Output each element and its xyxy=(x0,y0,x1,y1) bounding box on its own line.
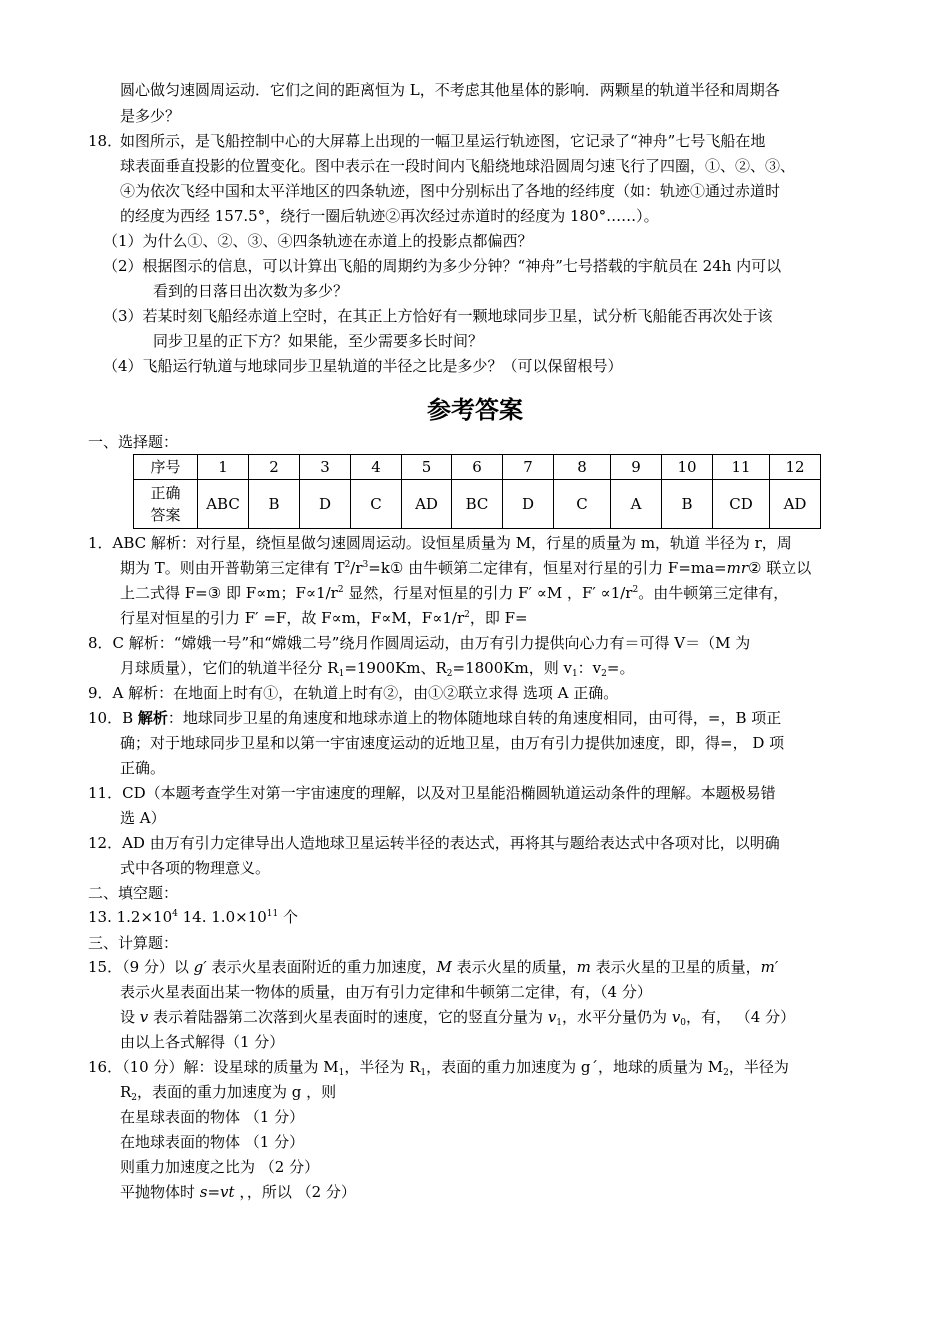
answer-8-text: 月球质量），它们的轨道半径分 R xyxy=(120,659,339,677)
table-cell-answer: AD xyxy=(770,480,821,529)
subscript: 2 xyxy=(131,1093,138,1103)
answer-1-text: ② 联立以 xyxy=(748,559,812,577)
superscript: 2 xyxy=(337,585,344,595)
answer-15-line xyxy=(88,957,778,977)
answer-10-line xyxy=(88,708,781,728)
table-cell-number: 10 xyxy=(662,455,713,480)
answer-13-14-line xyxy=(88,907,298,927)
table-cell-answer: D xyxy=(300,480,351,529)
answer-16-text: 16．（10 分）解：设星球的质量为 M xyxy=(88,1058,339,1076)
subscript: 2 xyxy=(723,1068,729,1078)
answer-12-line: 式中各项的物理意义。 xyxy=(120,859,271,877)
answer-15-italic: M xyxy=(436,958,452,976)
answer-1-text: 上二式得 F=③ 即 F∝m；F∝1/r xyxy=(120,584,338,602)
q18-sub3-line-2: 同步卫星的正下方？如果能，至少需要多长时间？ xyxy=(153,332,484,350)
q18-sub-question-3 xyxy=(153,331,483,351)
answer-12-line: 12．AD 由万有引力定律导出人造地球卫星运转半径的表达式，再将其与题给表达式中各项对比，以明确 xyxy=(88,834,780,852)
table-cell-answer: B xyxy=(662,480,713,529)
subscript: 2 xyxy=(601,669,607,679)
answer-1-line xyxy=(88,533,792,553)
q18-line-1: 如图所示，是飞船控制中心的大屏幕上出现的一幅卫星运行轨迹图，它记录了“神舟”七号飞船在地 xyxy=(120,132,766,150)
answer-15-text: 15．（9 分）以 xyxy=(88,958,194,976)
table-header-answer-line-2: 答案 xyxy=(150,506,181,524)
subscript: 0 xyxy=(680,1018,687,1028)
answer-11-line: 11．CD（本题考查学生对第一宇宙速度的理解，以及对卫星能沿椭圆轨道运动条件的理解。本题极易错 xyxy=(88,784,776,802)
q18-text-line xyxy=(120,206,659,226)
superscript: 11 xyxy=(266,909,279,919)
q18-sub-question-2 xyxy=(103,256,781,276)
answer-1-text: 期为 T。则由开普勒第三定律有 T xyxy=(120,559,345,577)
table-cell-number: 9 xyxy=(611,455,662,480)
answer-9-line: 9．A 解析：在地面上时有①，在轨道上时有②，由①②联立求得 选项 A 正确。 xyxy=(88,684,619,702)
answer-15-line: 由以上各式解得（1 分） xyxy=(120,1033,285,1051)
q17-text-line xyxy=(120,106,180,126)
table-header-answer-line-1: 正确 xyxy=(150,484,181,502)
table-cell-number: 6 xyxy=(452,455,503,480)
table-cell-number: 2 xyxy=(249,455,300,480)
section-fill-heading: 二、填空题： xyxy=(88,884,179,902)
superscript: 3 xyxy=(362,560,369,570)
q18-text-line xyxy=(120,156,795,176)
q17-line-2: 是多少？ xyxy=(120,107,181,125)
table-row-answers xyxy=(134,480,821,529)
q18-line-2: 球表面垂直投影的位置变化。图中表示在一段时间内飞船绕地球沿圆周匀速飞行了四圈，①、②、③、 xyxy=(120,157,796,175)
answer-13-text: 13. 1.2×10 xyxy=(88,908,173,926)
answer-15-text: 表示着陆器第二次落到火星表面时的速度，它的竖直分量为 xyxy=(148,1008,548,1026)
table-row-numbers xyxy=(134,455,821,480)
q18-sub-question-3 xyxy=(103,306,773,326)
answer-1-text: 行星对恒星的引力 F′ =F，故 F∝m，F∝M，F∝1/r xyxy=(120,609,465,627)
q18-sub3-line-1: （3）若某时刻飞船经赤道上空时，在其正上方恰好有一颗地球同步卫星，试分析飞船能否再次处于该 xyxy=(103,307,773,325)
table-cell-number: 1 xyxy=(198,455,249,480)
table-cell-answer: CD xyxy=(713,480,770,529)
table-cell-answer: C xyxy=(351,480,402,529)
answer-16-line: 在地球表面的物体 （1 分） xyxy=(120,1133,305,1151)
answer-16-text: 平抛物体时 xyxy=(120,1183,200,1201)
answer-1-text: /r xyxy=(350,559,363,577)
answer-8-line xyxy=(120,658,634,678)
subscript: 2 xyxy=(446,669,453,679)
answer-10-bold-label: 解析 xyxy=(137,709,168,727)
answer-15-text: 表示火星的卫星的质量， xyxy=(590,958,761,976)
answer-8-text: =1800Km，则 v xyxy=(452,659,572,677)
table-cell-number: 11 xyxy=(713,455,770,480)
table-header-answer xyxy=(134,480,198,529)
section-choice-heading: 一、选择题： xyxy=(88,433,179,451)
q18-line-4: 的经度为西经 157.5°，绕行一圈后轨迹②再次经过赤道时的经度为 180°……）。 xyxy=(120,207,659,225)
answer-16-line xyxy=(120,1082,336,1102)
answer-1-text: 显然，行星对恒星的引力 F′ ∝M ，F′ ∝1/r xyxy=(343,584,633,602)
q18-sub-question-4 xyxy=(103,356,623,376)
table-cell-number: 4 xyxy=(351,455,402,480)
answer-8-line xyxy=(88,633,750,653)
table-cell-answer: C xyxy=(554,480,611,529)
superscript: 2 xyxy=(632,585,639,595)
table-cell-number: 8 xyxy=(554,455,611,480)
answer-15-italic: m xyxy=(576,958,591,976)
answer-16-line xyxy=(120,1182,356,1202)
subscript: 1 xyxy=(338,1068,345,1078)
answer-8-text: =。 xyxy=(606,659,635,677)
answer-16-text: ，半径为 R xyxy=(344,1058,421,1076)
answer-1-line xyxy=(120,583,788,603)
answer-1-italic: mr xyxy=(726,559,749,577)
answer-15-text: 表示火星表面附近的重力加速度， xyxy=(206,958,437,976)
answer-15-text: ，有， （4 分） xyxy=(686,1008,796,1026)
q18-sub-question-2 xyxy=(153,281,348,301)
table-header-number: 序号 xyxy=(134,455,198,480)
answer-8-text: =1900Km、R xyxy=(344,659,447,677)
table-cell-answer: B xyxy=(249,480,300,529)
answer-1-text: =k① 由牛顿第二定律有，恒星对行星的引力 F=ma= xyxy=(368,559,727,577)
q18-number xyxy=(88,131,122,151)
answer-16-line xyxy=(88,1057,789,1077)
superscript: 2 xyxy=(464,610,470,620)
answer-10-text: ：地球同步卫星的角速度和地球赤道上的物体随地球自转的角速度相同，由可得，=，B 项正 xyxy=(167,709,782,727)
answer-10-line: 确；对于地球同步卫星和以第一宇宙速度运动的近地卫星，由万有引力提供加速度，即，得=， D 项 xyxy=(120,734,785,752)
answer-14-text: 14. 1.0×10 xyxy=(177,908,267,926)
q18-line-3: ④为依次飞经中国和太平洋地区的四条轨迹，图中分别标出了各地的经纬度（如：轨迹①通过赤道时 xyxy=(120,182,781,200)
answer-16-line: 则重力加速度之比为 （2 分） xyxy=(120,1158,320,1176)
q18-text-line xyxy=(120,131,765,151)
answer-1-line xyxy=(120,608,528,628)
answer-8-text: 8．C 解析：“嫦娥一号”和“嫦娥二号”绕月作圆周运动，由万有引力提供向心力有＝可得 V＝（M 为 xyxy=(88,634,751,652)
q18-sub4-text: （4）飞船运行轨道与地球同步卫星轨道的半径之比是多少？（可以保留根号） xyxy=(103,357,623,375)
answer-16-text: ，表面的重力加速度为 g ，则 xyxy=(137,1083,337,1101)
q18-sub-question-1 xyxy=(103,231,533,251)
q18-sub1-text: （1）为什么①、②、③、④四条轨迹在赤道上的投影点都偏西？ xyxy=(103,232,533,250)
subscript: 1 xyxy=(420,1068,427,1078)
answer-14-unit: 个 xyxy=(278,908,299,926)
table-cell-answer: A xyxy=(611,480,662,529)
answer-1-text: ，即 F= xyxy=(469,609,528,627)
answer-15-italic: m′ xyxy=(760,958,779,976)
answer-15-line: 表示火星表面出某一物体的质量，由万有引力定律和牛顿第二定律，有，（4 分） xyxy=(120,983,652,1001)
answer-10-line: 正确。 xyxy=(120,759,166,777)
answer-16-text: ，表面的重力加速度为 g´，地球的质量为 M xyxy=(426,1058,724,1076)
answer-16-line: 在星球表面的物体 （1 分） xyxy=(120,1108,305,1126)
answer-15-text: 表示火星的质量， xyxy=(451,958,577,976)
answer-1-line xyxy=(120,558,811,578)
table-cell-number: 3 xyxy=(300,455,351,480)
answers-title: 参考答案 xyxy=(427,396,523,424)
table-cell-number: 7 xyxy=(503,455,554,480)
answer-1-line-1: 1．ABC 解析：对行星，绕恒星做匀速圆周运动。设恒星质量为 M，行星的质量为 m，轨道 半径为 r，周 xyxy=(88,534,792,552)
answer-15-line xyxy=(120,1007,795,1027)
table-cell-answer: BC xyxy=(452,480,503,529)
q18-sub2-line-1: （2）根据图示的信息，可以计算出飞船的周期约为多少分钟？“神舟”七号搭载的宇航员在 24h 内可以 xyxy=(103,257,782,275)
q18-text-line xyxy=(120,181,780,201)
superscript: 2 xyxy=(344,560,351,570)
table-cell-number: 5 xyxy=(402,455,452,480)
answer-15-italic: g′ xyxy=(193,958,207,976)
q18-number-text: 18． xyxy=(88,132,123,150)
superscript: 4 xyxy=(172,909,178,919)
answer-16-text: ，半径为 xyxy=(728,1058,789,1076)
subscript: 1 xyxy=(338,669,345,679)
q18-sub2-line-2: 看到的日落日出次数为多少？ xyxy=(153,282,349,300)
table-cell-number: 12 xyxy=(770,455,821,480)
q17-line-1: 圆心做匀速圆周运动．它们之间的距离恒为 L，不考虑其他星体的影响．两颗星的轨道半径和周期各 xyxy=(120,81,780,99)
answer-11-line: 选 A） xyxy=(120,809,166,827)
answer-15-italic: v xyxy=(671,1008,681,1026)
answer-15-text: 设 xyxy=(120,1008,140,1026)
subscript: 1 xyxy=(556,1018,563,1028)
answer-8-text: ：v xyxy=(577,659,602,677)
table-cell-answer: ABC xyxy=(198,480,249,529)
answer-15-italic: v xyxy=(547,1008,557,1026)
subscript: 1 xyxy=(571,669,578,679)
answer-16-text: ，，所以 （2 分） xyxy=(234,1183,356,1201)
answer-table xyxy=(133,454,821,529)
answer-16-text: R xyxy=(120,1083,132,1101)
table-cell-answer: D xyxy=(503,480,554,529)
q17-text-line xyxy=(120,80,780,100)
section-calc-heading: 三、计算题： xyxy=(88,934,179,952)
answer-15-text: ，水平分量仍为 xyxy=(562,1008,672,1026)
answer-1-text: 。由牛顿第三定律有， xyxy=(638,584,789,602)
table-cell-answer: AD xyxy=(402,480,452,529)
answer-15-italic: v xyxy=(139,1008,149,1026)
answer-10-text: 10．B xyxy=(88,709,138,727)
answer-16-italic: s=vt xyxy=(199,1183,235,1201)
